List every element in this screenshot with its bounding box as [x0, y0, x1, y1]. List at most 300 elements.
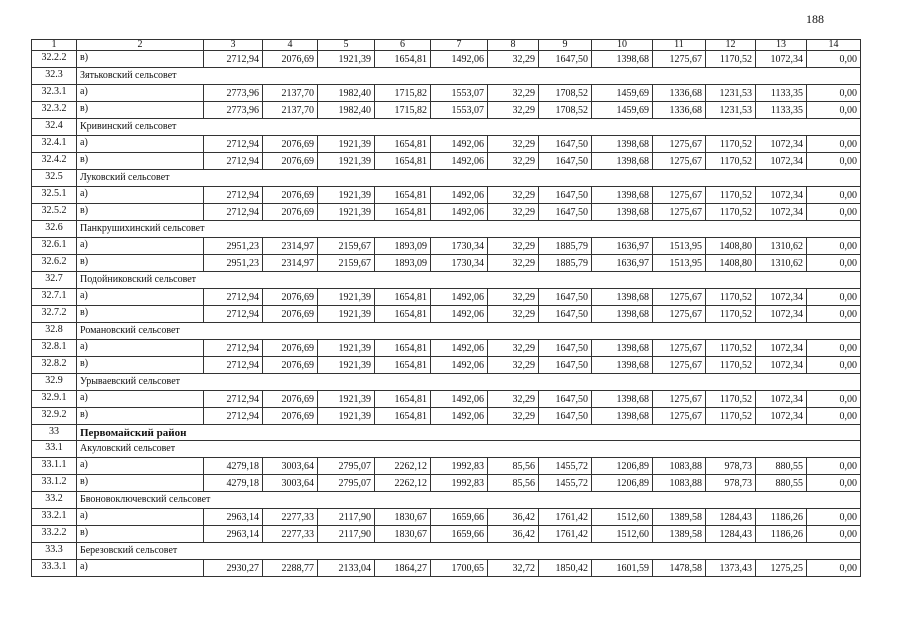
table-row — [32, 526, 861, 543]
value-cell: 2795,07 — [318, 458, 375, 475]
value-cell: 1275,25 — [756, 560, 807, 577]
value-cell: 1275,67 — [653, 391, 706, 408]
value-cell: 1398,68 — [592, 391, 653, 408]
value-cell: 2159,67 — [318, 238, 375, 255]
value-cell: 1553,07 — [431, 102, 488, 119]
column-number-cell: 14 — [807, 40, 861, 51]
value-cell: 1659,66 — [431, 509, 488, 526]
row-label: а) — [77, 340, 204, 357]
value-cell: 2712,94 — [204, 136, 263, 153]
value-cell: 1310,62 — [756, 255, 807, 272]
row-label: а) — [77, 391, 204, 408]
table-row — [32, 458, 861, 475]
value-cell: 0,00 — [807, 458, 861, 475]
value-cell: 1992,83 — [431, 475, 488, 492]
value-cell: 4279,18 — [204, 458, 263, 475]
value-cell: 0,00 — [807, 560, 861, 577]
value-cell: 1373,43 — [706, 560, 756, 577]
row-code: 32.6.2 — [32, 255, 77, 272]
column-number-cell: 3 — [204, 40, 263, 51]
value-cell: 1275,67 — [653, 51, 706, 68]
value-cell: 1921,39 — [318, 204, 375, 221]
value-cell: 1398,68 — [592, 187, 653, 204]
value-cell: 1170,52 — [706, 289, 756, 306]
section-title: Зятьковский сельсовет — [77, 68, 861, 85]
value-cell: 1170,52 — [706, 204, 756, 221]
value-cell: 1275,67 — [653, 204, 706, 221]
value-cell: 1654,81 — [375, 391, 431, 408]
value-cell: 1398,68 — [592, 51, 653, 68]
row-code: 32.5.2 — [32, 204, 77, 221]
value-cell: 1275,67 — [653, 306, 706, 323]
table-row — [32, 255, 861, 272]
value-cell: 1921,39 — [318, 51, 375, 68]
value-cell: 1647,50 — [539, 340, 592, 357]
row-label: а) — [77, 238, 204, 255]
row-label: в) — [77, 526, 204, 543]
value-cell: 2117,90 — [318, 526, 375, 543]
row-label: а) — [77, 509, 204, 526]
table-row — [32, 136, 861, 153]
table-row — [32, 102, 861, 119]
value-cell: 0,00 — [807, 85, 861, 102]
value-cell: 1072,34 — [756, 204, 807, 221]
value-cell: 2773,96 — [204, 102, 263, 119]
value-cell: 32,29 — [488, 51, 539, 68]
value-cell: 0,00 — [807, 289, 861, 306]
value-cell: 0,00 — [807, 255, 861, 272]
value-cell: 1284,43 — [706, 526, 756, 543]
page-number: 188 — [806, 12, 824, 26]
section-row — [32, 170, 861, 187]
value-cell: 1170,52 — [706, 187, 756, 204]
value-cell: 0,00 — [807, 475, 861, 492]
value-cell: 1553,07 — [431, 85, 488, 102]
value-cell: 0,00 — [807, 357, 861, 374]
column-number-cell: 4 — [263, 40, 318, 51]
row-code: 32.3.1 — [32, 85, 77, 102]
value-cell: 32,29 — [488, 102, 539, 119]
value-cell: 1654,81 — [375, 153, 431, 170]
row-code: 32.7 — [32, 272, 77, 289]
value-cell: 1647,50 — [539, 306, 592, 323]
row-code: 32.7.1 — [32, 289, 77, 306]
value-cell: 4279,18 — [204, 475, 263, 492]
column-number-cell: 6 — [375, 40, 431, 51]
value-cell: 1072,34 — [756, 153, 807, 170]
value-cell: 1730,34 — [431, 255, 488, 272]
row-label: в) — [77, 153, 204, 170]
value-cell: 2076,69 — [263, 357, 318, 374]
row-code: 32.3.2 — [32, 102, 77, 119]
value-cell: 1492,06 — [431, 340, 488, 357]
value-cell: 32,29 — [488, 238, 539, 255]
value-cell: 2277,33 — [263, 526, 318, 543]
value-cell: 2288,77 — [263, 560, 318, 577]
value-cell: 1654,81 — [375, 340, 431, 357]
row-label: а) — [77, 289, 204, 306]
value-cell: 1647,50 — [539, 357, 592, 374]
row-code: 32.8 — [32, 323, 77, 340]
table-row — [32, 391, 861, 408]
table-row — [32, 475, 861, 492]
column-number-cell: 12 — [706, 40, 756, 51]
value-cell: 1708,52 — [539, 85, 592, 102]
value-cell: 2262,12 — [375, 475, 431, 492]
value-cell: 1072,34 — [756, 408, 807, 425]
district-row — [32, 425, 861, 441]
value-cell: 1647,50 — [539, 153, 592, 170]
section-title: Подойниковский сельсовет — [77, 272, 861, 289]
value-cell: 32,72 — [488, 560, 539, 577]
value-cell: 1492,06 — [431, 136, 488, 153]
value-cell: 1478,58 — [653, 560, 706, 577]
section-title: Кривинский сельсовет — [77, 119, 861, 136]
value-cell: 1231,53 — [706, 102, 756, 119]
value-cell: 1512,60 — [592, 526, 653, 543]
value-cell: 1072,34 — [756, 51, 807, 68]
value-cell: 1186,26 — [756, 509, 807, 526]
value-cell: 1982,40 — [318, 85, 375, 102]
table-row — [32, 560, 861, 577]
table-row — [32, 408, 861, 425]
value-cell: 2712,94 — [204, 391, 263, 408]
value-cell: 2712,94 — [204, 153, 263, 170]
value-cell: 1708,52 — [539, 102, 592, 119]
value-cell: 1398,68 — [592, 408, 653, 425]
value-cell: 85,56 — [488, 475, 539, 492]
value-cell: 1133,35 — [756, 85, 807, 102]
value-cell: 3003,64 — [263, 475, 318, 492]
row-label: в) — [77, 475, 204, 492]
table-row — [32, 238, 861, 255]
value-cell: 0,00 — [807, 509, 861, 526]
value-cell: 1072,34 — [756, 136, 807, 153]
value-cell: 0,00 — [807, 136, 861, 153]
value-cell: 1647,50 — [539, 391, 592, 408]
value-cell: 978,73 — [706, 458, 756, 475]
table-row — [32, 187, 861, 204]
row-code: 32.5 — [32, 170, 77, 187]
value-cell: 36,42 — [488, 509, 539, 526]
section-row — [32, 441, 861, 458]
row-code: 33.1 — [32, 441, 77, 458]
column-number-cell: 2 — [77, 40, 204, 51]
row-code: 33.1.2 — [32, 475, 77, 492]
value-cell: 3003,64 — [263, 458, 318, 475]
value-cell: 0,00 — [807, 306, 861, 323]
value-cell: 1231,53 — [706, 85, 756, 102]
value-cell: 1700,65 — [431, 560, 488, 577]
value-cell: 978,73 — [706, 475, 756, 492]
value-cell: 2133,04 — [318, 560, 375, 577]
value-cell: 1513,95 — [653, 238, 706, 255]
table-row — [32, 85, 861, 102]
value-cell: 1170,52 — [706, 391, 756, 408]
district-title: Первомайский район — [77, 425, 861, 441]
value-cell: 1408,80 — [706, 255, 756, 272]
value-cell: 1398,68 — [592, 357, 653, 374]
value-cell: 2712,94 — [204, 289, 263, 306]
value-cell: 1885,79 — [539, 238, 592, 255]
value-cell: 1893,09 — [375, 238, 431, 255]
section-title: Луковский сельсовет — [77, 170, 861, 187]
value-cell: 1170,52 — [706, 408, 756, 425]
value-cell: 2137,70 — [263, 85, 318, 102]
value-cell: 0,00 — [807, 153, 861, 170]
row-label: а) — [77, 458, 204, 475]
row-code: 32.8.1 — [32, 340, 77, 357]
value-cell: 0,00 — [807, 51, 861, 68]
value-cell: 1921,39 — [318, 289, 375, 306]
row-label: в) — [77, 306, 204, 323]
row-code: 32.4.2 — [32, 153, 77, 170]
row-code: 32.9 — [32, 374, 77, 391]
value-cell: 1492,06 — [431, 357, 488, 374]
value-cell: 2277,33 — [263, 509, 318, 526]
value-cell: 1647,50 — [539, 204, 592, 221]
value-cell: 1654,81 — [375, 51, 431, 68]
section-row — [32, 221, 861, 238]
value-cell: 2712,94 — [204, 204, 263, 221]
value-cell: 1715,82 — [375, 85, 431, 102]
value-cell: 1275,67 — [653, 187, 706, 204]
table-body — [32, 40, 861, 577]
value-cell: 1284,43 — [706, 509, 756, 526]
value-cell: 1206,89 — [592, 475, 653, 492]
row-code: 33.2.2 — [32, 526, 77, 543]
value-cell: 0,00 — [807, 102, 861, 119]
row-label: в) — [77, 255, 204, 272]
value-cell: 2076,69 — [263, 153, 318, 170]
value-cell: 1492,06 — [431, 391, 488, 408]
value-cell: 1310,62 — [756, 238, 807, 255]
row-code: 32.5.1 — [32, 187, 77, 204]
column-number-cell: 10 — [592, 40, 653, 51]
row-code: 32.6.1 — [32, 238, 77, 255]
value-cell: 1601,59 — [592, 560, 653, 577]
value-cell: 1647,50 — [539, 289, 592, 306]
value-cell: 1336,68 — [653, 102, 706, 119]
value-cell: 32,29 — [488, 187, 539, 204]
row-code: 32.8.2 — [32, 357, 77, 374]
value-cell: 1072,34 — [756, 187, 807, 204]
value-cell: 1206,89 — [592, 458, 653, 475]
section-row — [32, 543, 861, 560]
row-code: 32.6 — [32, 221, 77, 238]
value-cell: 1170,52 — [706, 153, 756, 170]
value-cell: 2963,14 — [204, 509, 263, 526]
section-row — [32, 272, 861, 289]
value-cell: 0,00 — [807, 187, 861, 204]
section-row — [32, 323, 861, 340]
value-cell: 2712,94 — [204, 51, 263, 68]
column-number-cell: 9 — [539, 40, 592, 51]
value-cell: 1647,50 — [539, 408, 592, 425]
value-cell: 1072,34 — [756, 306, 807, 323]
value-cell: 2076,69 — [263, 340, 318, 357]
value-cell: 1083,88 — [653, 475, 706, 492]
section-row — [32, 492, 861, 509]
value-cell: 1170,52 — [706, 357, 756, 374]
value-cell: 1186,26 — [756, 526, 807, 543]
table-row — [32, 306, 861, 323]
value-cell: 32,29 — [488, 289, 539, 306]
value-cell: 1072,34 — [756, 289, 807, 306]
section-title: Бвоновоключевский сельсовет — [77, 492, 861, 509]
value-cell: 1830,67 — [375, 526, 431, 543]
value-cell: 2117,90 — [318, 509, 375, 526]
table-row — [32, 153, 861, 170]
value-cell: 36,42 — [488, 526, 539, 543]
row-code: 32.2.2 — [32, 51, 77, 68]
column-number-cell: 13 — [756, 40, 807, 51]
value-cell: 1636,97 — [592, 238, 653, 255]
value-cell: 1072,34 — [756, 340, 807, 357]
value-cell: 32,29 — [488, 85, 539, 102]
value-cell: 1133,35 — [756, 102, 807, 119]
value-cell: 1389,58 — [653, 509, 706, 526]
row-label: в) — [77, 102, 204, 119]
value-cell: 1921,39 — [318, 340, 375, 357]
column-number-cell: 8 — [488, 40, 539, 51]
value-cell: 2712,94 — [204, 340, 263, 357]
value-cell: 0,00 — [807, 204, 861, 221]
value-cell: 1398,68 — [592, 204, 653, 221]
value-cell: 1492,06 — [431, 408, 488, 425]
value-cell: 1455,72 — [539, 475, 592, 492]
row-code: 32.9.2 — [32, 408, 77, 425]
table-row — [32, 204, 861, 221]
value-cell: 32,29 — [488, 391, 539, 408]
value-cell: 32,29 — [488, 357, 539, 374]
row-label: а) — [77, 85, 204, 102]
value-cell: 1647,50 — [539, 136, 592, 153]
value-cell: 1921,39 — [318, 357, 375, 374]
value-cell: 32,29 — [488, 153, 539, 170]
row-code: 32.4 — [32, 119, 77, 136]
value-cell: 1275,67 — [653, 136, 706, 153]
value-cell: 1992,83 — [431, 458, 488, 475]
value-cell: 1761,42 — [539, 526, 592, 543]
row-label: в) — [77, 408, 204, 425]
value-cell: 1455,72 — [539, 458, 592, 475]
value-cell: 2076,69 — [263, 306, 318, 323]
value-cell: 0,00 — [807, 408, 861, 425]
column-number-cell: 11 — [653, 40, 706, 51]
value-cell: 2262,12 — [375, 458, 431, 475]
row-label: а) — [77, 560, 204, 577]
value-cell: 1921,39 — [318, 153, 375, 170]
column-number-cell: 7 — [431, 40, 488, 51]
value-cell: 1921,39 — [318, 187, 375, 204]
value-cell: 32,29 — [488, 340, 539, 357]
value-cell: 2159,67 — [318, 255, 375, 272]
value-cell: 1893,09 — [375, 255, 431, 272]
value-cell: 1647,50 — [539, 51, 592, 68]
row-code: 32.7.2 — [32, 306, 77, 323]
value-cell: 1654,81 — [375, 136, 431, 153]
value-cell: 1275,67 — [653, 340, 706, 357]
value-cell: 2076,69 — [263, 408, 318, 425]
value-cell: 2795,07 — [318, 475, 375, 492]
row-label: а) — [77, 187, 204, 204]
value-cell: 1170,52 — [706, 306, 756, 323]
value-cell: 85,56 — [488, 458, 539, 475]
value-cell: 1654,81 — [375, 204, 431, 221]
section-title: Березовский сельсовет — [77, 543, 861, 560]
row-code: 33.2.1 — [32, 509, 77, 526]
column-number-row — [32, 40, 861, 51]
value-cell: 1921,39 — [318, 408, 375, 425]
value-cell: 1275,67 — [653, 408, 706, 425]
value-cell: 1275,67 — [653, 357, 706, 374]
value-cell: 1921,39 — [318, 391, 375, 408]
value-cell: 1715,82 — [375, 102, 431, 119]
value-cell: 2076,69 — [263, 391, 318, 408]
column-number-cell: 1 — [32, 40, 77, 51]
row-label: в) — [77, 357, 204, 374]
value-cell: 2314,97 — [263, 255, 318, 272]
row-label: в) — [77, 51, 204, 68]
value-cell: 1659,66 — [431, 526, 488, 543]
section-title: Акуловский сельсовет — [77, 441, 861, 458]
row-label: а) — [77, 136, 204, 153]
value-cell: 1398,68 — [592, 153, 653, 170]
value-cell: 2076,69 — [263, 51, 318, 68]
value-cell: 1398,68 — [592, 289, 653, 306]
section-row — [32, 68, 861, 85]
value-cell: 880,55 — [756, 475, 807, 492]
value-cell: 880,55 — [756, 458, 807, 475]
value-cell: 1170,52 — [706, 136, 756, 153]
value-cell: 1647,50 — [539, 187, 592, 204]
value-cell: 2076,69 — [263, 204, 318, 221]
value-cell: 32,29 — [488, 408, 539, 425]
value-cell: 1398,68 — [592, 340, 653, 357]
row-code: 33.1.1 — [32, 458, 77, 475]
value-cell: 2963,14 — [204, 526, 263, 543]
value-cell: 2076,69 — [263, 136, 318, 153]
value-cell: 1492,06 — [431, 51, 488, 68]
value-cell: 1275,67 — [653, 153, 706, 170]
value-cell: 2951,23 — [204, 255, 263, 272]
value-cell: 1654,81 — [375, 306, 431, 323]
value-cell: 32,29 — [488, 255, 539, 272]
value-cell: 1636,97 — [592, 255, 653, 272]
row-code: 32.3 — [32, 68, 77, 85]
row-code: 32.9.1 — [32, 391, 77, 408]
value-cell: 1072,34 — [756, 391, 807, 408]
value-cell: 1398,68 — [592, 136, 653, 153]
value-cell: 1170,52 — [706, 51, 756, 68]
value-cell: 1170,52 — [706, 340, 756, 357]
value-cell: 0,00 — [807, 340, 861, 357]
value-cell: 1654,81 — [375, 357, 431, 374]
tariff-table — [31, 39, 861, 577]
value-cell: 1654,81 — [375, 289, 431, 306]
value-cell: 2951,23 — [204, 238, 263, 255]
value-cell: 1730,34 — [431, 238, 488, 255]
value-cell: 2930,27 — [204, 560, 263, 577]
table-row — [32, 51, 861, 68]
row-label: в) — [77, 204, 204, 221]
value-cell: 32,29 — [488, 204, 539, 221]
section-title: Романовский сельсовет — [77, 323, 861, 340]
value-cell: 1459,69 — [592, 102, 653, 119]
value-cell: 1398,68 — [592, 306, 653, 323]
value-cell: 2314,97 — [263, 238, 318, 255]
